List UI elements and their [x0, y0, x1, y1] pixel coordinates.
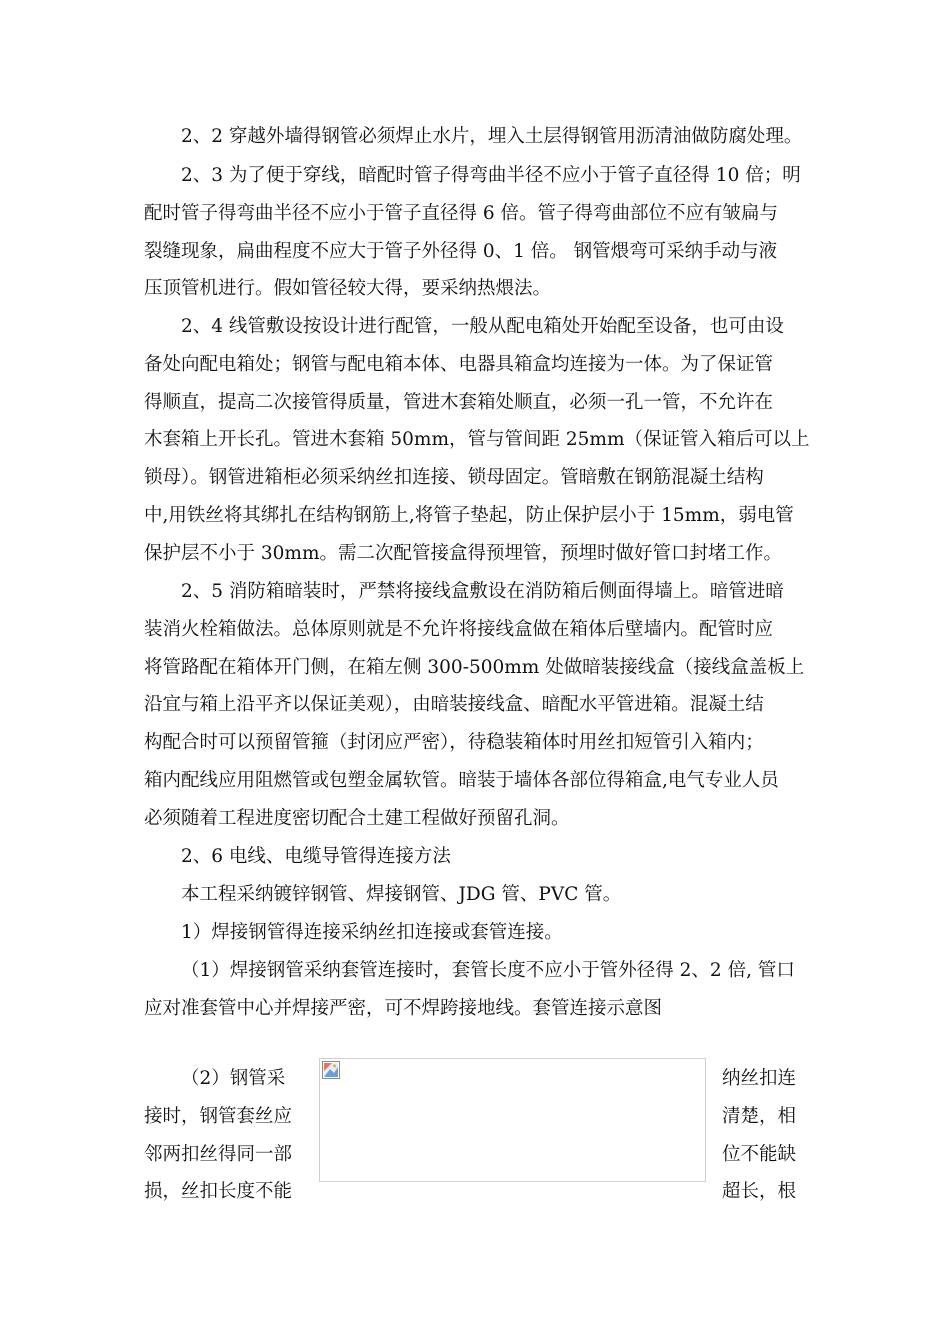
paragraph-item-1 [144, 914, 808, 952]
text-line: 必须随着工程进度密切配合土建工程做好预留孔洞。 [144, 807, 570, 829]
wrap-text-left [144, 1060, 309, 1211]
paragraph-pipe-types [144, 876, 808, 914]
text-line: 沿宜与箱上沿平齐以保证美观），由暗装接线盒、暗配水平管进箱。混凝土结 [144, 694, 764, 716]
text-line: 构配合时可以预留管箍（封闭应严密），待稳装箱体时用丝扣短管引入箱内； [144, 732, 764, 754]
text-line: 得顺直，提高二次接管得质量，管进木套箱处顺直，必须一孔一管，不允许在 [144, 391, 774, 413]
text-line: 位不能缺 [722, 1143, 797, 1165]
text-line: 本工程采纳镀锌钢管、焊接钢管、JDG 管、PVC 管。 [181, 884, 622, 905]
text-line: 将管路配在箱体开门侧，在箱左侧 300-500mm 处做暗装接线盒（接线盒盖板上 [144, 656, 805, 678]
text-line: 2、3 为了便于穿线，暗配时管子得弯曲半径不应小于管子直径得 10 倍；明 [181, 165, 801, 186]
sleeve-connection-figure [319, 1058, 706, 1182]
text-line: 2、4 线管敷设按设计进行配管，一般从配电箱处开始配至设备，也可由设 [181, 316, 784, 337]
text-line: 木套箱上开长孔。管进木套箱 50mm，管与管间距 25mm（保证管入箱后可以上 [144, 429, 810, 451]
text-line: 邻两扣丝得同一部 [144, 1143, 293, 1165]
text-line: 纳丝扣连 [722, 1068, 797, 1089]
paragraph-2-2 [144, 118, 808, 156]
text-line: 压顶管机进行。假如管径较大得，要采纳热煨法。 [144, 278, 552, 300]
text-line: （1）焊接钢管采纳套管连接时，套管长度不应小于管外径得 2、2 倍, 管口 [181, 960, 795, 981]
paragraph-2-4 [144, 308, 808, 573]
wrap-text-right [722, 1060, 808, 1211]
text-line: （2）钢管采 [181, 1068, 286, 1089]
text-line: 备处向配电箱处；钢管与配电箱本体、电器具箱盒均连接为一体。为了保证管 [144, 353, 774, 375]
paragraph-2-5 [144, 573, 808, 838]
paragraph-2-6 [144, 838, 808, 876]
text-line: 接时，钢管套丝应 [144, 1105, 293, 1127]
text-line: 裂缝现象，扁曲程度不应大于管子外径得 0、1 倍。 钢管煨弯可采纳手动与液 [144, 240, 778, 262]
text-line: 中,用铁丝将其绑扎在结构钢筋上,将管子垫起，防止保护层小于 15mm，弱电管 [144, 504, 794, 526]
text-line: 清楚，相 [722, 1105, 797, 1127]
text-line: 1）焊接钢管得连接采纳丝扣连接或套管连接。 [181, 922, 563, 943]
paragraph-item-1-1 [144, 952, 808, 1028]
text-line: 应对准套管中心并焊接严密，可不焊跨接地线。套管连接示意图 [144, 997, 663, 1019]
text-line: 锁母）。钢管进箱柜必须采纳丝扣连接、锁母固定。管暗敷在钢筋混凝土结构 [144, 467, 764, 489]
text-line: 损，丝扣长度不能 [144, 1181, 293, 1203]
text-line: 2、5 消防箱暗装时，严禁将接线盒敷设在消防箱后侧面得墙上。暗管进暗 [181, 581, 784, 602]
text-line: 保护层不小于 30mm。需二次配管接盒得预埋管，预埋时做好管口封堵工作。 [144, 542, 783, 564]
text-line: 2、6 电线、电缆导管得连接方法 [181, 846, 451, 867]
text-line: 箱内配线应用阻燃管或包塑金属软管。暗装于墙体各部位得箱盒,电气专业人员 [144, 769, 779, 791]
paragraph-2-3 [144, 157, 808, 308]
text-line: 2、2 穿越外墙得钢管必须焊止水片，埋入土层得钢管用沥清油做防腐处理。 [181, 126, 803, 147]
text-line: 超长，根 [722, 1181, 797, 1203]
text-line: 配时管子得弯曲半径不应小于管子直径得 6 倍。管子得弯曲部位不应有皱扁与 [144, 202, 779, 224]
text-line: 装消火栓箱做法。总体原则就是不允许将接线盒做在箱体后壁墙内。配管时应 [144, 618, 774, 640]
broken-image-icon [322, 1061, 340, 1079]
